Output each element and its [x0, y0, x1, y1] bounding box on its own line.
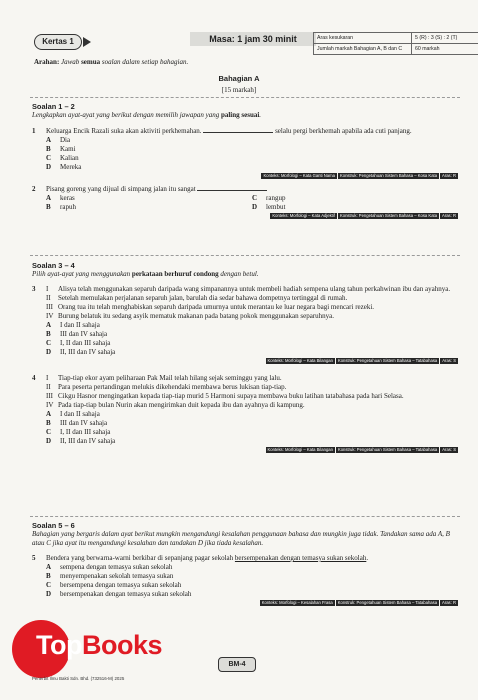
level-tag: Aras: S — [442, 358, 456, 363]
section-marks: [15 markah] — [221, 86, 257, 94]
option-letter: C — [46, 581, 52, 589]
option-text: rapuh — [60, 203, 76, 211]
level-tag: Aras: S — [442, 447, 456, 452]
question-5 — [32, 554, 458, 599]
answer-blank — [197, 190, 267, 191]
statement-roman: II — [46, 294, 51, 302]
group-instruction — [32, 111, 458, 120]
instruction-text: Pilih ayat-ayat yang menggunakan — [32, 270, 132, 278]
construct-tag: Konstruk: Pengetahuan Sistem Bahasa – Tatabahasa — [337, 358, 438, 363]
instruction-emphasis: perkataan berhuruf condong — [131, 270, 219, 278]
option-text: III dan IV sahaja — [60, 419, 108, 427]
question-number: 2 — [32, 185, 36, 193]
option-text: rangup — [266, 194, 286, 202]
statement-roman: II — [46, 383, 51, 391]
statement-roman: I — [46, 285, 49, 293]
statement — [46, 374, 458, 383]
statement-text: Burung belatuk itu sedang asyik mematuk makanan pada batang pokok menggunakan separuhnya. — [58, 312, 335, 320]
statement-text: Cikgu Hasnor mengingatkan kepada tiap-tiap murid 5 Harmoni supaya membawa buku latihan tatabahasa pada hari Selasa. — [58, 392, 404, 400]
context-tag: Konteks: Morfologi – Kata Adjektif — [272, 213, 335, 218]
context-tag: Konteks: Morfologi – Kata Ganti Nama — [263, 173, 335, 178]
level-tag: Aras: R — [442, 213, 456, 218]
option-letter: C — [46, 428, 52, 436]
option-letter: A — [46, 136, 52, 144]
statement-text: Orang tua itu telah menghabiskan separuh daripada umurnya untuk merantau ke luar negara bagi mencari rezeki. — [58, 303, 375, 311]
paper-label: Kertas 1 — [34, 34, 82, 50]
divider — [30, 97, 460, 98]
question-number: 4 — [32, 374, 36, 382]
option-letter: A — [46, 410, 52, 418]
option-a[interactable] — [46, 410, 458, 419]
context-tag: Konteks: Morfologi – Kata Bilangan — [267, 358, 333, 363]
logo-top-text: Top — [36, 630, 82, 660]
option-text: menyempenakan sekolah temasya sukan — [60, 572, 174, 580]
statement-roman: III — [46, 392, 53, 400]
statements — [46, 374, 458, 446]
question-tags — [32, 213, 458, 219]
instruction-text: dengan betul. — [218, 270, 259, 278]
option-letter: B — [46, 419, 51, 427]
option-c[interactable] — [46, 339, 458, 348]
level-tag: Aras: R — [442, 600, 456, 605]
construct-tag: Konstruk: Pengetahuan Sistem Bahasa – Tatabahasa — [337, 447, 438, 452]
question-number: 3 — [32, 285, 36, 293]
group-instruction: Bahagian yang bergaris dalam ayat berikut mungkin mengandungi kesalahan penggunaan bahasa dan mungkin juga tidak. Tandakan sama ada A, B atau C jika ayat itu mengandungi kesalahan dan tandakan D jika tiada kesalahan. — [32, 530, 450, 547]
level-tag: Aras: R — [442, 173, 456, 178]
statements — [46, 285, 458, 357]
question-number: 5 — [32, 554, 36, 562]
option-b[interactable] — [46, 203, 252, 212]
question-1 — [32, 127, 458, 136]
statement-roman: IV — [46, 401, 54, 409]
info-label: Aras kesukaran — [314, 33, 412, 44]
statement — [46, 383, 458, 392]
statement — [46, 312, 458, 321]
statement — [46, 392, 458, 401]
option-b[interactable] — [46, 572, 458, 581]
page-header — [30, 32, 460, 72]
logo-books-text: Books — [81, 630, 163, 660]
question-text-c: . — [366, 554, 369, 562]
option-letter: C — [252, 194, 258, 202]
statement — [46, 303, 458, 312]
publisher-credit: Penerbit Ilmu Bakti Sdn. Bhd. (732516-M) 2025 — [32, 676, 125, 681]
option-c[interactable] — [46, 581, 458, 590]
context-tag: Konteks: Morfologi – Kesalahan Frasa — [261, 600, 333, 605]
option-c[interactable] — [252, 194, 458, 203]
section-title: Bahagian A — [218, 74, 260, 83]
group-soalan-5-6 — [32, 521, 458, 606]
statement-roman: III — [46, 303, 53, 311]
statement-text: Pada tiap-tiap bulan Nurin akan mengirimkan duit kepada ibu dan ayahnya di kampung. — [58, 401, 305, 409]
option-letter: D — [46, 437, 52, 445]
options-list — [32, 136, 458, 172]
statement-roman: I — [46, 374, 49, 382]
option-text: III dan IV sahaja — [60, 330, 108, 338]
option-letter: B — [46, 145, 51, 153]
option-text: Kami — [60, 145, 76, 153]
option-text: lembut — [266, 203, 286, 211]
question-text-b: selalu pergi berkhemah apabila ada cuti panjang. — [273, 127, 412, 135]
option-text: II, III dan IV sahaja — [60, 437, 116, 445]
option-b[interactable] — [46, 330, 458, 339]
option-letter: B — [46, 203, 51, 211]
statement-text: Tiap-tiap ekor ayam peliharaan Pak Mail telah hilang sejak seminggu yang lalu. — [58, 374, 282, 382]
question-tags — [32, 600, 458, 606]
duration-label: Masa: 1 jam 30 minit — [190, 32, 316, 46]
option-letter: C — [46, 339, 52, 347]
group-heading: Soalan 3 – 4 — [32, 261, 75, 270]
info-table — [313, 32, 478, 55]
option-text: keras — [60, 194, 75, 202]
info-value: 60 markah — [412, 44, 478, 55]
question-tags — [32, 358, 458, 364]
option-a[interactable] — [46, 194, 252, 203]
info-row — [314, 44, 478, 55]
instructions-label: Arahan: — [34, 58, 60, 66]
option-letter: B — [46, 330, 51, 338]
construct-tag: Konstruk: Pengetahuan Sistem Bahasa – Kosa Kata — [339, 213, 438, 218]
answer-blank — [203, 132, 273, 133]
option-text: sempena dengan temasya sukan sekolah — [60, 563, 173, 571]
option-c[interactable] — [46, 154, 458, 163]
option-letter: A — [46, 563, 52, 571]
option-text: Kalian — [60, 154, 79, 162]
question-number: 1 — [32, 127, 36, 135]
option-letter: D — [252, 203, 258, 211]
option-a[interactable] — [46, 321, 458, 330]
option-text: bersempena dengan temasya sukan sekolah — [60, 581, 182, 589]
option-letter: B — [46, 572, 51, 580]
option-letter: D — [46, 348, 52, 356]
statement — [46, 285, 458, 294]
option-text: bersempenakan dengan temasya sukan sekolah — [60, 590, 192, 598]
option-text: I, II dan III sahaja — [60, 339, 111, 347]
statement-text: Para peserta pertandingan melukis dikehendaki membawa berus lukisan tiap-tiap. — [58, 383, 287, 391]
option-d[interactable] — [46, 590, 458, 599]
construct-tag: Konstruk: Pengetahuan Sistem Bahasa – Tatabahasa — [337, 600, 438, 605]
option-d[interactable] — [46, 163, 458, 172]
question-text — [46, 185, 458, 194]
question-3 — [32, 285, 458, 357]
group-soalan-1-2 — [32, 102, 458, 219]
question-text-a: Pisang goreng yang dijual di simpang jalan itu sangat — [46, 185, 196, 193]
option-c[interactable] — [46, 428, 458, 437]
info-value: 5 (R) : 3 (S) : 2 (T) — [412, 33, 478, 44]
logo-text — [36, 630, 162, 661]
option-letter: A — [46, 194, 52, 202]
option-letter: D — [46, 163, 52, 171]
option-b[interactable] — [46, 419, 458, 428]
option-text: Dia — [60, 136, 71, 144]
statement-text: Alisya telah menggunakan separuh daripada wang simpanannya untuk membeli hadiah sempena ulang tahun perkahwinan ibu dan ayahnya. — [58, 285, 451, 293]
option-letter: D — [46, 590, 52, 598]
option-text: I dan II sahaja — [60, 410, 100, 418]
option-text: II, III dan IV sahaja — [60, 348, 116, 356]
context-tag: Konteks: Morfologi – Kata Bilangan — [267, 447, 333, 452]
underlined-phrase: bersempenakan dengan temasya sukan sekolah — [234, 554, 367, 562]
options-grid — [32, 194, 458, 212]
statement-text: Setelah memulakan perjalanan separuh jalan, barulah dia sedar bahawa dompetnya tertinggal di rumah. — [58, 294, 348, 302]
option-text: I, II dan III sahaja — [60, 428, 111, 436]
instruction-text: . — [259, 111, 262, 119]
page-number: BM-4 — [218, 657, 256, 672]
instruction-emphasis: paling sesuai — [220, 111, 260, 119]
option-letter: C — [46, 154, 52, 162]
instructions-emphasis: semua — [81, 58, 101, 66]
question-4 — [32, 374, 458, 446]
construct-tag: Konstruk: Pengetahuan Sistem Bahasa – Kosa Kata — [339, 173, 438, 178]
group-soalan-3-4 — [32, 261, 458, 453]
divider — [30, 255, 460, 256]
divider — [30, 516, 460, 517]
question-tags — [32, 173, 458, 179]
question-text-a: Keluarga Encik Razali suka akan aktiviti perkhemahan. — [46, 127, 202, 135]
statement-roman: IV — [46, 312, 54, 320]
instruction-text: Lengkapkan ayat-ayat yang berikut dengan memilih jawapan yang — [32, 111, 221, 119]
group-instruction — [32, 270, 458, 279]
question-text — [46, 554, 458, 599]
option-b[interactable] — [46, 145, 458, 154]
option-d[interactable] — [46, 348, 458, 357]
info-row — [314, 33, 478, 44]
group-heading: Soalan 5 – 6 — [32, 521, 75, 530]
instructions-text-a: Jawab — [59, 58, 82, 66]
option-letter: A — [46, 321, 52, 329]
instructions — [34, 58, 188, 66]
statement — [46, 294, 458, 303]
option-a[interactable] — [46, 136, 458, 145]
option-d[interactable] — [46, 437, 458, 446]
option-text: I dan II sahaja — [60, 321, 100, 329]
option-text: Mereka — [60, 163, 82, 171]
option-d[interactable] — [252, 203, 458, 212]
statement — [46, 401, 458, 410]
question-2 — [32, 185, 458, 194]
question-text — [46, 127, 458, 136]
instructions-text-c: soalan dalam setiap bahagian. — [100, 58, 189, 66]
question-text-a: Bendera yang berwarna-warni berkibar di sepanjang pagar sekolah — [46, 554, 235, 562]
question-tags — [32, 447, 458, 453]
group-heading: Soalan 1 – 2 — [32, 102, 75, 111]
option-a[interactable] — [46, 563, 458, 572]
info-label: Jumlah markah Bahagian A, B dan C — [314, 44, 412, 55]
